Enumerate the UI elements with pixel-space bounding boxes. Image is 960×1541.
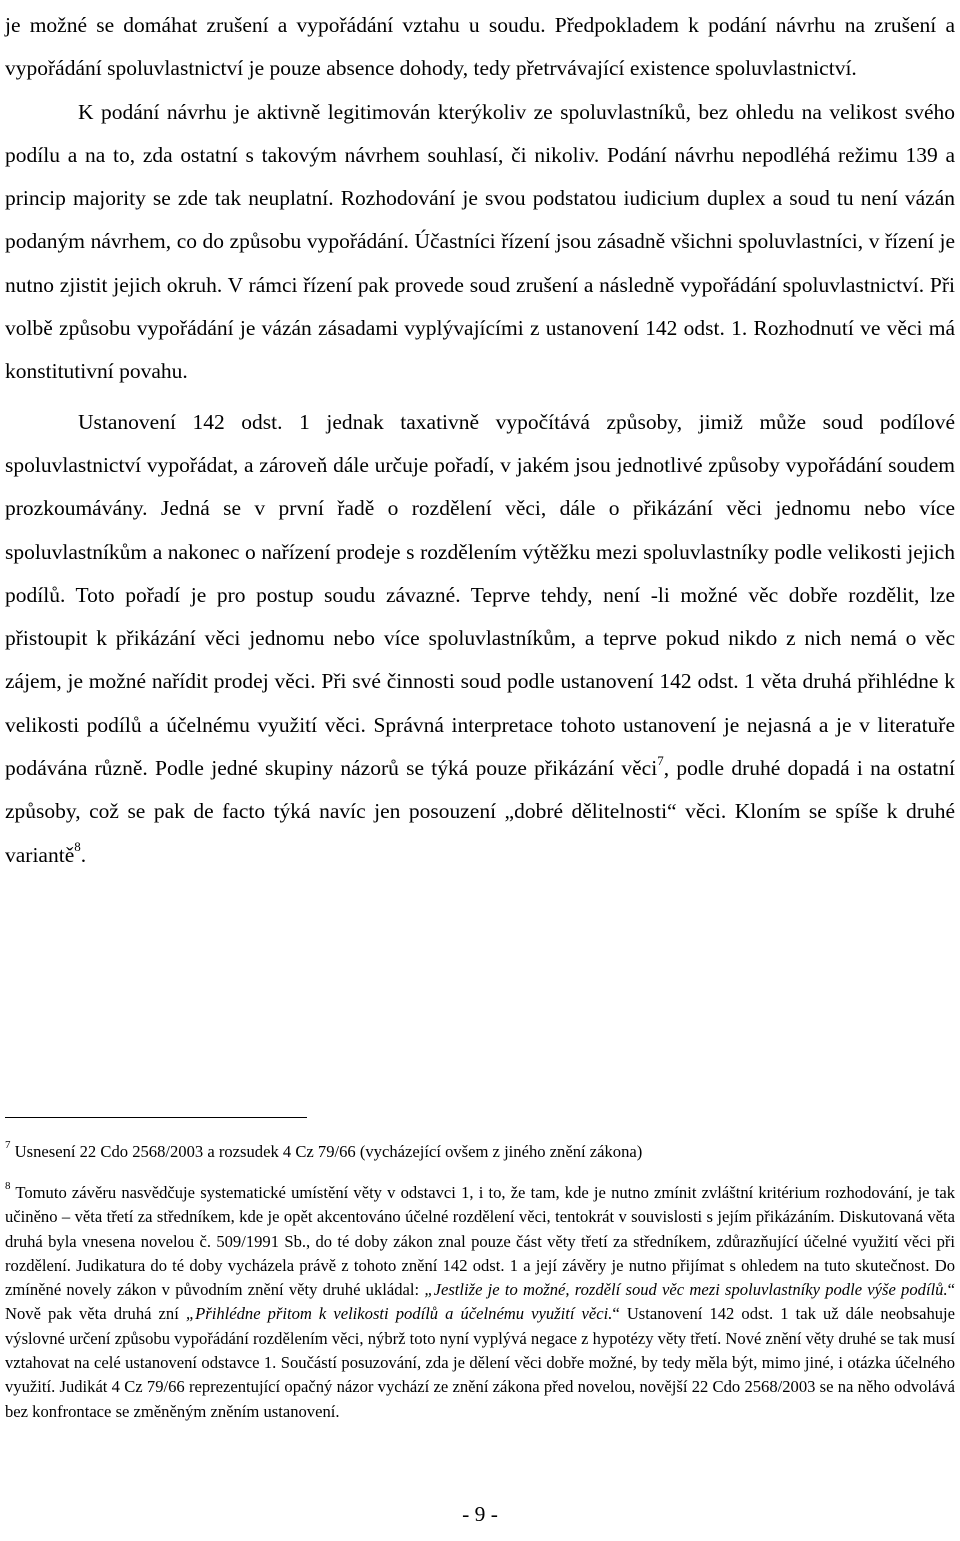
paragraph-1: je možné se domáhat zrušení a vypořádání vztahu u soudu. Předpokladem k podání návrhu na zrušení a vypořádání spoluvlastnictví je pouze absence dohody, tedy přetrvávající existence spoluvlastnictví.: [5, 13, 955, 81]
footnote-8-number: 8: [5, 1180, 11, 1193]
footnote-7: [5, 1140, 955, 1164]
main-text: [5, 4, 955, 877]
footnote-7-text: Usnesení 22 Cdo 2568/2003 a rozsudek 4 Cz 79/66 (vycházející ovšem z jiného znění zákona): [14, 1142, 643, 1161]
paragraph-3-text: Ustanovení 142 odst. 1 jednak taxativně vypočítává způsoby, jimiž může soud podílové spoluvlastnictví vypořádat, a zároveň dále určuje pořadí, v jakém jsou jednotlivé způsoby vypořádání soudem prozkoumávány. Jedná se v první řadě o rozdělení věci, dále o přikázání věci jednomu nebo více spoluvlastníkům a nakonec o nařízení prodeje s rozdělením výtěžku mezi spoluvlastníky podle velikosti jejich podílů. Toto pořadí je pro postup soudu závazné. Teprve tehdy, není -li možné věc dobře rozdělit, lze přistoupit k přikázání věci jednomu nebo více spoluvlastníkům, a teprve pokud nikdo z nich nemá o věc zájem, je možné nařídit prodej věci. Při své činnosti soud podle ustanovení 142 odst. 1 věta druhá přihlédne k velikosti podílů a účelnému využití věci. Správná interpretace tohoto ustanovení je nejasná a je v literatuře podávána různě. Podle jedné skupiny názorů se týká pouze přikázání věci: [5, 409, 955, 781]
footnote-8-quote-new: „Přihlédne přitom k velikosti podílů a účelnému využití věci.: [185, 1304, 613, 1324]
paragraph-3: [5, 401, 955, 877]
paragraph-3-text-cont: , podle druhé dopadá i na ostatní způsoby, což se pak de facto týká navíc jen posouzení „dobré dělitelnosti“ věci. Kloním se spíše k druhé variantě: [5, 756, 955, 867]
footnote-8-text: Tomuto závěru nasvědčuje systematické umístění věty v odstavci 1, i to, že tam, kde je nutno zmínit zvláštní kritérium rozhodování, je tak učiněno – věta třetí za středníkem, kde je opět akcentováno účelné rozdělení věci, tentokrát v souvislosti s jejím přikázáním. Diskutovaná věta druhá byla vnesena novelou č. 509/1991 Sb., do té doby zákon znal pouze část věty třetí za středníkem, zdůrazňující účelné využití věci při rozdělení. Judikatura do té doby vycházela právě z tohoto znění 142 odst. 1 a její závěry je nutno přijímat s ohledem na tuto skutečnost. Do zmíněné novely zákon v původním znění věty druhé ukládal:: [5, 1183, 955, 1300]
footnote-separator: [5, 1117, 307, 1118]
page-number: - 9 -: [462, 1502, 498, 1526]
footnote-8-text-cont: “ Nově pak věta druhá zní: [5, 1280, 955, 1324]
paragraph-2: K podání návrhu je aktivně legitimován kterýkoliv ze spoluvlastníků, bez ohledu na velikost svého podílu a na to, zda ostatní s takovým návrhem souhlasí, či nikoliv. Podání návrhu nepodléhá režimu 139 a princip majority se zde tak neuplatní. Rozhodování je svou podstatou iudicium duplex a soud tu není vázán podaným návrhem, co do způsobu vypořádání. Účastníci řízení jsou zásadně všichni spoluvlastníci, v řízení je nutno zjistit jejich okruh. V rámci řízení pak provede soud zrušení a následně vypořádání spoluvlastnictví. Při volbě způsobu vypořádání je vázán zásadami vyplývajícími z ustanovení 142 odst. 1. Rozhodnutí ve věci má konstitutivní povahu.: [5, 99, 955, 384]
footnote-ref-7[interactable]: 7: [657, 752, 664, 768]
footnote-8: [5, 1181, 955, 1424]
footnote-ref-8[interactable]: 8: [74, 839, 81, 855]
footnote-7-number: 7: [5, 1139, 11, 1152]
footnote-8-text-end: “ Ustanovení 142 odst. 1 tak už dále neobsahuje výslovné určení způsobu vypořádání rozdělením věci, nýbrž toto nyní vyplývá negace z hypotézy věty třetí. Nové znění věty druhé se tak musí vztahovat na celé ustanovení odstavce 1. Součástí posuzování, zda je dělení věci dobře možné, by tedy měla být, mimo jiné, i otázka účelného využití. Judikát 4 Cz 79/66 reprezentující opačný názor vychází ze znění zákona před novelou, novější 22 Cdo 2568/2003 se na něho odvolává bez konfrontace se změněným zněním ustanovení.: [5, 1304, 956, 1421]
paragraph-3-end: .: [80, 842, 87, 867]
footnote-8-quote-original: „Jestliže je to možné, rozdělí soud věc mezi spoluvlastníky podle výše podílů.: [424, 1280, 948, 1300]
